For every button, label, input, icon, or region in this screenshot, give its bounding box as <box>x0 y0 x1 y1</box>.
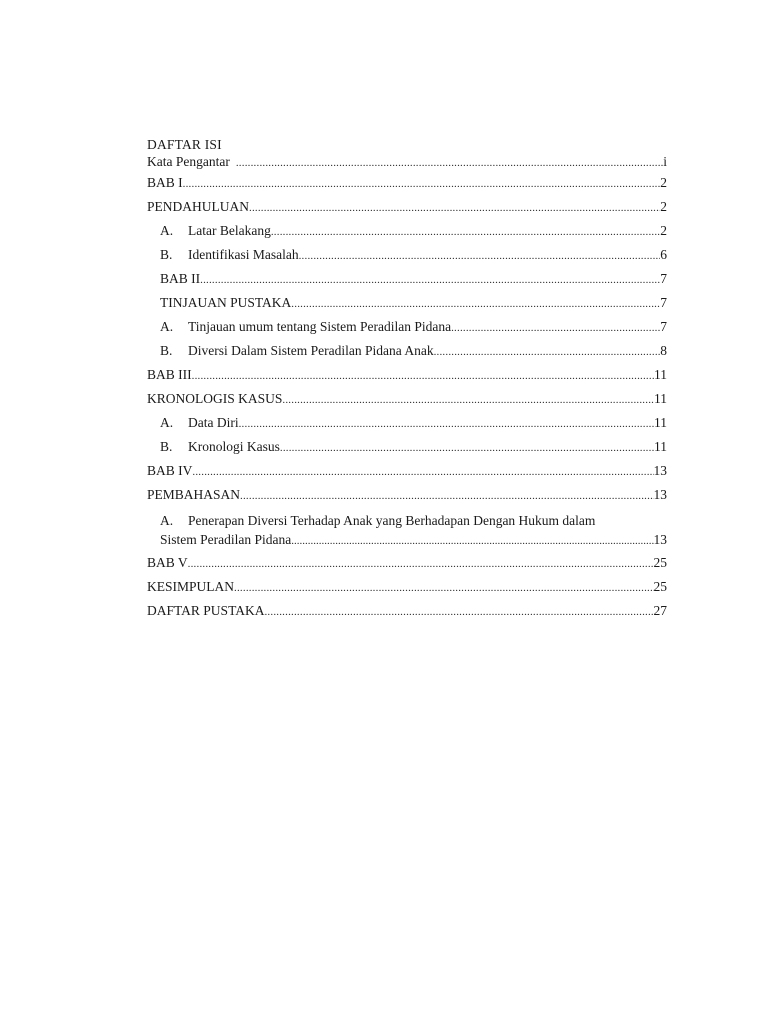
dot-leader <box>291 532 653 551</box>
toc-entry-page: 7 <box>660 319 667 334</box>
toc-entry-label: BAB I <box>147 175 183 190</box>
toc-entry-page: 27 <box>653 603 667 618</box>
toc-entry-page: 25 <box>653 555 667 570</box>
toc-entry-page: 8 <box>660 343 667 358</box>
toc-entry-page: 11 <box>654 391 667 406</box>
toc-row-pendahuluan <box>147 195 667 219</box>
dot-leader <box>200 268 660 292</box>
document-page <box>147 137 667 623</box>
toc-entry-label: KESIMPULAN <box>147 579 235 594</box>
toc-entry-page: 13 <box>653 463 667 478</box>
toc-entry-page: 11 <box>654 439 667 454</box>
dot-leader <box>434 340 661 364</box>
toc-entry-label: PEMBAHASAN <box>147 487 241 502</box>
toc-row-diversi <box>147 339 667 363</box>
toc-entry-label: Kata Pengantar <box>147 154 230 169</box>
dot-leader <box>188 552 654 576</box>
toc-entry-label: BAB V <box>147 555 188 570</box>
dot-leader <box>282 388 654 412</box>
toc-row-bab-2 <box>147 267 667 291</box>
toc-entry-label: BAB II <box>160 271 201 286</box>
toc-entry-page: 7 <box>660 295 667 310</box>
dot-leader <box>230 154 663 172</box>
toc-row-penerapan-diversi <box>147 507 667 551</box>
toc-entry-page: i <box>663 154 667 169</box>
toc-row-bab-3 <box>147 363 667 387</box>
dot-leader <box>249 196 660 220</box>
toc-entry-marker: B. <box>160 247 173 262</box>
toc-entry-label: Identifikasi Masalah <box>188 247 299 262</box>
toc-entry-page: 2 <box>660 175 667 190</box>
toc-entry-label: TINJAUAN PUSTAKA <box>160 295 292 310</box>
dot-leader <box>271 220 660 244</box>
toc-entry-label: DAFTAR PUSTAKA <box>147 603 265 618</box>
dot-leader <box>291 292 660 316</box>
toc-row-kata-pengantar <box>147 153 667 171</box>
dot-leader <box>239 412 654 436</box>
toc-row-kesimpulan <box>147 575 667 599</box>
toc-entry-page: 25 <box>653 579 667 594</box>
dot-leader <box>240 484 653 508</box>
toc-row-latar-belakang <box>147 219 667 243</box>
toc-entry-page: 13 <box>653 487 667 502</box>
toc-entry-page: 13 <box>653 532 667 547</box>
toc-entry-marker: A. <box>160 513 174 528</box>
dot-leader <box>192 460 653 484</box>
toc-entry-line-2 <box>160 530 667 551</box>
toc-entry-page: 11 <box>654 415 667 430</box>
toc-entry-label-continued: Sistem Peradilan Pidana <box>160 532 292 547</box>
toc-row-daftar-pustaka <box>147 599 667 623</box>
toc-entry-page: 2 <box>660 199 667 214</box>
dot-leader <box>264 600 653 624</box>
toc-row-data-diri <box>147 411 667 435</box>
toc-entry-marker: B. <box>160 343 173 358</box>
toc-row-kronologi-kasus <box>147 435 667 459</box>
toc-entry-page: 11 <box>654 367 667 382</box>
toc-row-bab-4 <box>147 459 667 483</box>
toc-row-tinjauan-pustaka <box>147 291 667 315</box>
toc-entry-label: Tinjauan umum tentang Sistem Peradilan Pidana <box>188 319 452 334</box>
dot-leader <box>451 316 660 340</box>
toc-entry-label: Penerapan Diversi Terhadap Anak yang Berhadapan Dengan Hukum dalam <box>188 513 596 528</box>
dot-leader <box>234 576 653 600</box>
toc-entry-marker: A. <box>160 415 174 430</box>
toc-entry-marker: A. <box>160 319 174 334</box>
dot-leader <box>192 364 654 388</box>
dot-leader <box>280 436 654 460</box>
toc-row-bab-5 <box>147 551 667 575</box>
toc-entry-label: Diversi Dalam Sistem Peradilan Pidana Anak <box>188 343 434 358</box>
toc-row-identifikasi-masalah <box>147 243 667 267</box>
toc-entry-label: PENDAHULUAN <box>147 199 249 214</box>
toc-entry-marker: B. <box>160 439 173 454</box>
dot-leader <box>183 172 661 196</box>
toc-entry-page: 6 <box>660 247 667 262</box>
toc-entry-label: KRONOLOGIS KASUS <box>147 391 283 406</box>
toc-row-kronologis-kasus <box>147 387 667 411</box>
toc-entry-label: Kronologi Kasus <box>188 439 280 454</box>
toc-entry-label: Latar Belakang <box>188 223 271 238</box>
toc-entry-label: Data Diri <box>188 415 239 430</box>
toc-entry-label: BAB III <box>147 367 192 382</box>
toc-row-bab-1 <box>147 171 667 195</box>
toc-entry-label: BAB IV <box>147 463 193 478</box>
dot-leader <box>299 244 661 268</box>
toc-entry-page: 2 <box>660 223 667 238</box>
toc-entry-page: 7 <box>660 271 667 286</box>
toc-entry-marker: A. <box>160 223 174 238</box>
toc-title: DAFTAR ISI <box>147 137 222 152</box>
toc-row-pembahasan <box>147 483 667 507</box>
toc-entry-line-1 <box>160 511 667 530</box>
toc-row-tinjauan-umum <box>147 315 667 339</box>
